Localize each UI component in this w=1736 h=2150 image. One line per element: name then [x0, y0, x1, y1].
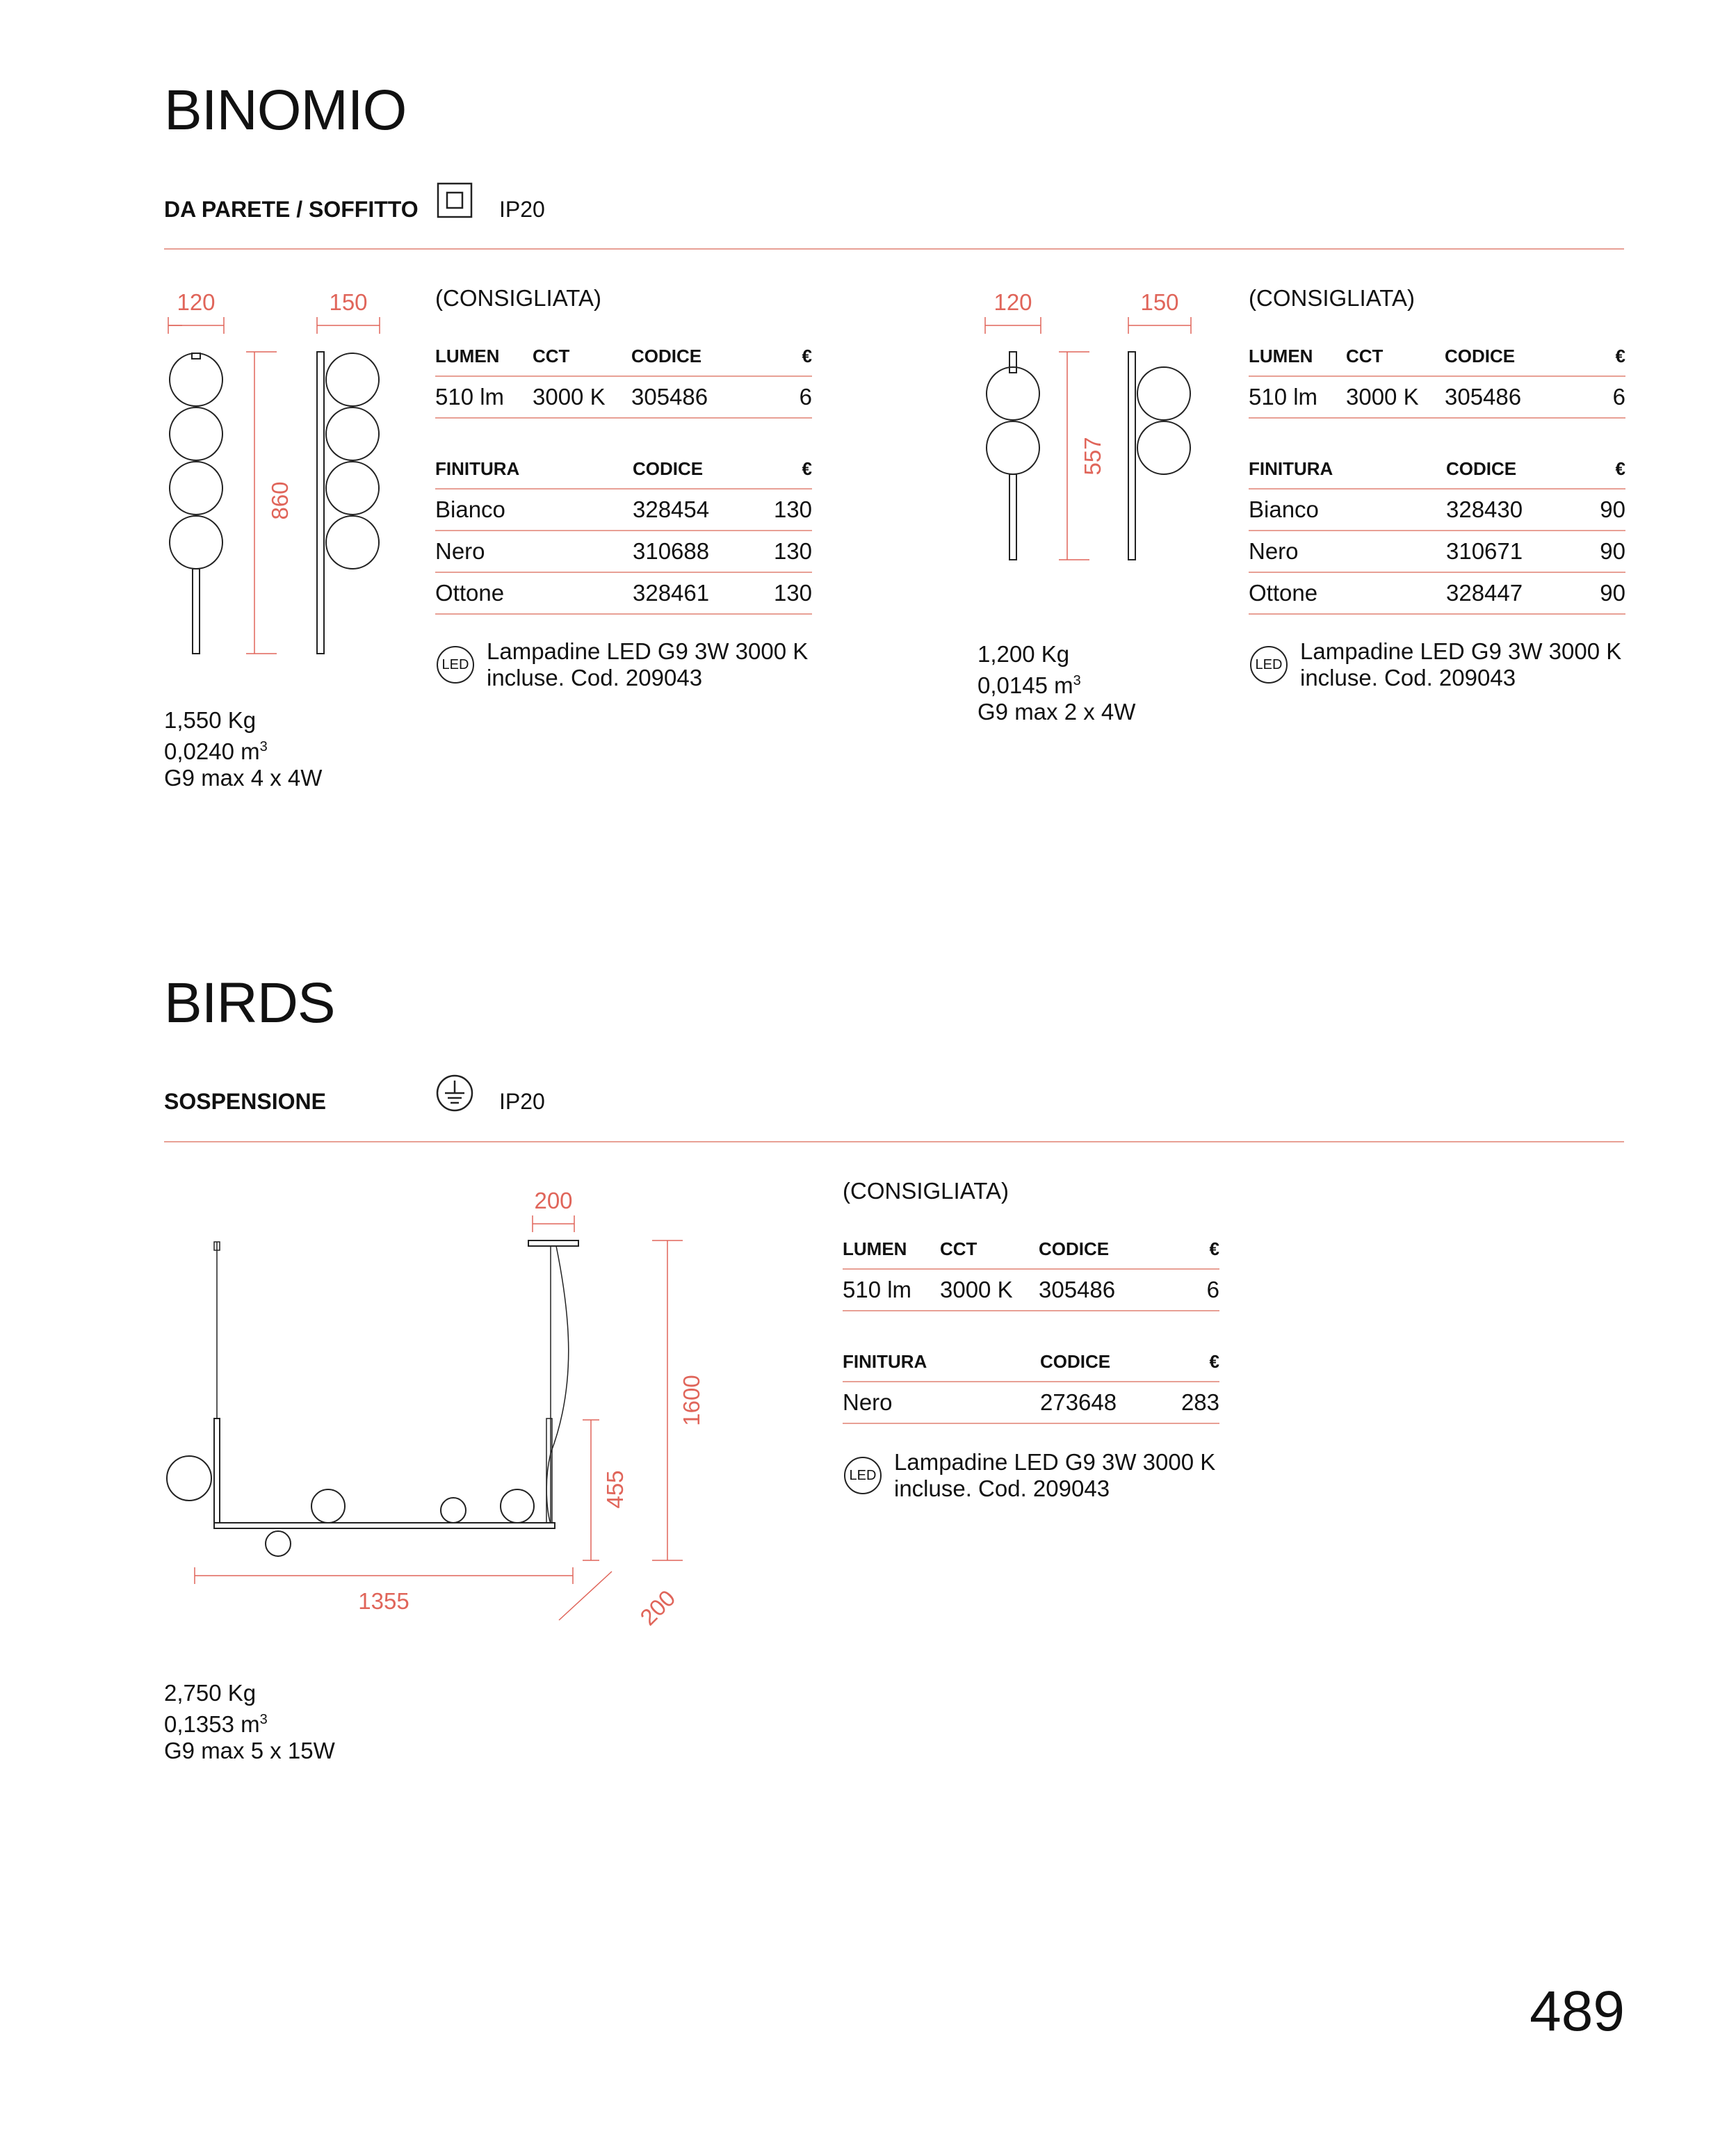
- finish-row: Nero 273648 283: [843, 1382, 1219, 1424]
- bulb-spec: G9 max 2 x 4W: [977, 699, 1136, 725]
- binomio-subtitle: DA PARETE / SOFFITTO: [164, 197, 419, 222]
- binomio-4-width-side: 150: [329, 289, 368, 315]
- led-icon: LED: [1250, 646, 1288, 684]
- weight: 1,550 Kg: [164, 707, 257, 733]
- lamp-row: 510 lm 3000 K 305486 6: [1249, 377, 1625, 419]
- binomio-title: BINOMIO: [164, 79, 407, 142]
- birds-consigliata: (CONSIGLIATA): [843, 1178, 1009, 1204]
- weight: 2,750 Kg: [164, 1680, 257, 1706]
- birds-height: 1600: [679, 1375, 704, 1426]
- finish-header-row: FINITURA CODICE €: [843, 1349, 1219, 1382]
- birds-title: BIRDS: [164, 971, 335, 1035]
- birds-ip-rating: IP20: [499, 1089, 545, 1114]
- suspension-icon: [435, 1074, 474, 1113]
- binomio-4-width-front: 120: [177, 289, 216, 315]
- finish-row: Bianco 328454 130: [435, 490, 812, 531]
- binomio-2-consigliata: (CONSIGLIATA): [1249, 285, 1415, 311]
- birds-depth: 200: [635, 1585, 681, 1631]
- led-icon: LED: [844, 1457, 882, 1494]
- binomio-2-width-front: 120: [993, 289, 1032, 315]
- wall-ceiling-mount-icon: [437, 182, 473, 218]
- page-number: 489: [1530, 1980, 1625, 2043]
- birds-subtitle: SOSPENSIONE: [164, 1089, 326, 1114]
- finish-row: Ottone 328447 90: [1249, 573, 1625, 615]
- binomio-2-height: 557: [1080, 437, 1105, 476]
- birds-table: [843, 1236, 1219, 1424]
- binomio-2-width-side: 150: [1140, 289, 1179, 315]
- finish-row: Bianco 328430 90: [1249, 490, 1625, 531]
- finish-header-row: FINITURA CODICE €: [435, 456, 812, 490]
- birds-drawing: [153, 1175, 709, 1634]
- binomio-4-specs: [164, 707, 322, 791]
- binomio-2-table: [1249, 343, 1625, 615]
- binomio-ip-rating: IP20: [499, 197, 545, 222]
- birds-drop: 455: [602, 1470, 628, 1509]
- lamp-header-row: LUMEN CCT CODICE €: [1249, 343, 1625, 377]
- binomio-2-specs: [977, 641, 1135, 725]
- binomio-4-height: 860: [267, 481, 293, 520]
- finish-header-row: FINITURA CODICE €: [1249, 456, 1625, 490]
- binomio-4-led-note: Lampadine LED G9 3W 3000 K incluse. Cod. 209043: [487, 638, 809, 690]
- volume: 0,0145 $m^3$: [977, 672, 1081, 698]
- lamp-row: 510 lm 3000 K 305486 6: [843, 1270, 1219, 1311]
- binomio-4-consigliata: (CONSIGLIATA): [435, 285, 601, 311]
- binomio-4-drawing: [153, 278, 403, 668]
- birds-led-note: Lampadine LED G9 3W 3000 K incluse. Cod. 209043: [894, 1449, 1216, 1501]
- birds-divider: [164, 1141, 1624, 1142]
- finish-row: Nero 310688 130: [435, 531, 812, 573]
- finish-row: Nero 310671 90: [1249, 531, 1625, 573]
- lamp-row: 510 lm 3000 K 305486 6: [435, 377, 812, 419]
- binomio-2-drawing: [970, 278, 1220, 570]
- binomio-4-table: [435, 343, 812, 615]
- volume: 0,0240 $m^3$: [164, 738, 268, 764]
- bulb-spec: G9 max 5 x 15W: [164, 1738, 335, 1763]
- binomio-2-led-note: Lampadine LED G9 3W 3000 K incluse. Cod. 209043: [1300, 638, 1622, 690]
- lamp-header-row: LUMEN CCT CODICE €: [843, 1236, 1219, 1270]
- volume: 0,1353 $m^3$: [164, 1711, 268, 1737]
- bulb-spec: G9 max 4 x 4W: [164, 765, 323, 791]
- lamp-header-row: LUMEN CCT CODICE €: [435, 343, 812, 377]
- weight: 1,200 Kg: [977, 641, 1070, 667]
- birds-specs: [164, 1680, 335, 1764]
- led-icon: LED: [437, 646, 474, 684]
- finish-row: Ottone 328461 130: [435, 573, 812, 615]
- binomio-divider: [164, 248, 1624, 250]
- birds-canopy-width: 200: [534, 1188, 573, 1213]
- birds-length: 1355: [358, 1588, 409, 1614]
